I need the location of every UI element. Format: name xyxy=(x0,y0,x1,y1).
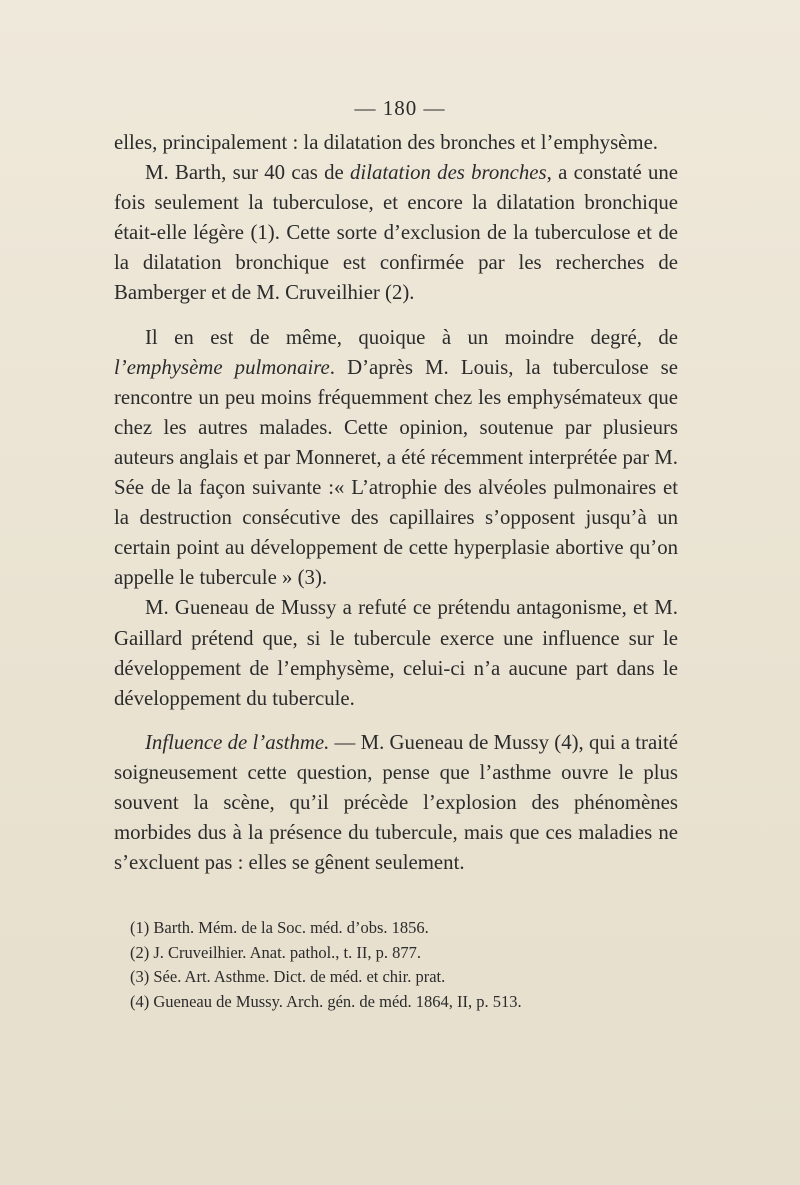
text-segment: M. Gueneau de Mussy a refuté ce prétendu antagonisme, et M. Gaillard prétend que, si le tubercule exerce une influence sur le développement de l’emphysème, celui-ci n’a aucune part dans le développement du tubercule. xyxy=(114,596,678,710)
footnotes xyxy=(130,916,670,1014)
paragraph-emphyseme xyxy=(114,323,678,594)
section-heading-italic: Influence de l’asthme. xyxy=(145,730,330,754)
text-segment: elles, principalement : la dilatation des bronches et l’emphysème. xyxy=(114,131,659,154)
text-segment: . D’après M. Louis, la tuberculose se rencontre un peu moins fréquemment chez les emphysémateux que chez les autres malades. Cette opinion, soutenue par plusieurs auteurs anglais et par Monneret, a été récemment interprétée par M. Sée de la façon suivante :« L’atrophie des alvéoles pulmonaires et la destruction consécutive des capillaires s’opposent jusqu’à un certain point au développement de cette hyperplasie abortive qu’on appelle le tubercule » (3). xyxy=(114,355,678,590)
body-text xyxy=(114,128,678,878)
footnote-1: (1) Barth. Mém. de la Soc. méd. d’obs. 1856. xyxy=(130,918,429,937)
text-segment: , a constaté une fois seulement la tuberculose, et encore la dilatation bronchique était-elle légère (1). Cette sorte d’exclusion de la tuberculose et de la dilatation bronchique est confirmée par les recherches de Bamberger et de M. Cruveilhier (2). xyxy=(114,161,678,305)
paragraph-gueneau xyxy=(114,593,678,713)
italic-term: l’emphysème pulmonaire xyxy=(114,355,330,379)
paragraph-barth xyxy=(114,158,678,308)
text-segment: Il en est de même, quoique à un moindre degré, de xyxy=(145,325,678,349)
text-segment: M. Barth, sur 40 cas de xyxy=(145,161,351,185)
paragraph-asthme xyxy=(114,728,678,878)
footnote-3: (3) Sée. Art. Asthme. Dict. de méd. et chir. prat. xyxy=(130,967,446,987)
text-segment: — M. Gueneau de Mussy (4), qui a traité soigneusement cette question, pense que l’asthme ouvre le plus souvent la scène, qu’il précède l’explosion des phénomènes morbides dus à la présence du tubercule, mais que ces maladies ne s’excluent pas : elles se gênent seulement. xyxy=(114,730,678,875)
footnote-2: (2) J. Cruveilhier. Anat. pathol., t. II, p. 877. xyxy=(130,942,421,962)
footnote-4: (4) Gueneau de Mussy. Arch. gén. de méd. 1864, II, p. 513. xyxy=(130,991,522,1011)
italic-term: dilatation des bronches xyxy=(350,161,547,185)
page-number: — 180 — xyxy=(354,96,446,120)
paragraph-continuation xyxy=(114,128,678,158)
